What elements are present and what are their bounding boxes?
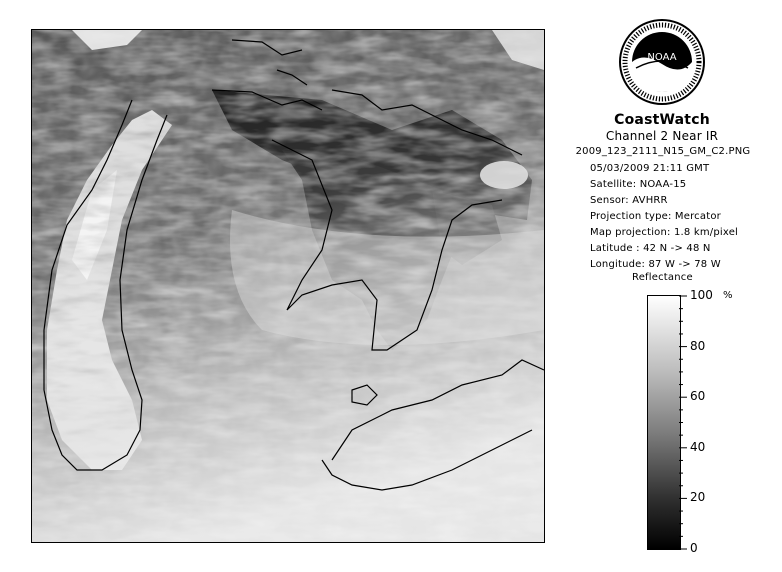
colorbar-ticks <box>679 295 689 550</box>
brand-title: CoastWatch <box>614 112 710 128</box>
projection-type: Projection type: Mercator <box>590 211 721 222</box>
noaa-logo-text: NOAA <box>647 52 677 63</box>
colorbar-label: 100 <box>690 288 713 302</box>
sensor-info: Sensor: AVHRR <box>590 195 668 206</box>
legend-title: Reflectance <box>632 272 693 283</box>
map-projection: Map projection: 1.8 km/pixel <box>590 227 739 238</box>
colorbar-label: 40 <box>690 439 706 454</box>
longitude-range: Longitude: 87 W -> 78 W <box>590 259 721 270</box>
image-filename: 2009_123_2111_N15_GM_C2.PNG <box>575 146 751 157</box>
satellite-map <box>31 29 545 543</box>
colorbar-label: 20 <box>690 490 706 505</box>
channel-label: Channel 2 Near IR <box>605 129 719 143</box>
satellite-info: Satellite: NOAA-15 <box>590 179 687 190</box>
legend-unit: % <box>723 290 733 301</box>
colorbar-label: 0 <box>690 541 698 555</box>
date-time: 05/03/2009 21:11 GMT <box>590 163 710 174</box>
colorbar-label: 80 <box>690 338 706 353</box>
latitude-range: Latitude : 42 N -> 48 N <box>590 243 711 254</box>
reflectance-colorbar <box>647 295 681 550</box>
noaa-logo-icon <box>618 18 706 106</box>
colorbar-label: 60 <box>690 389 706 404</box>
